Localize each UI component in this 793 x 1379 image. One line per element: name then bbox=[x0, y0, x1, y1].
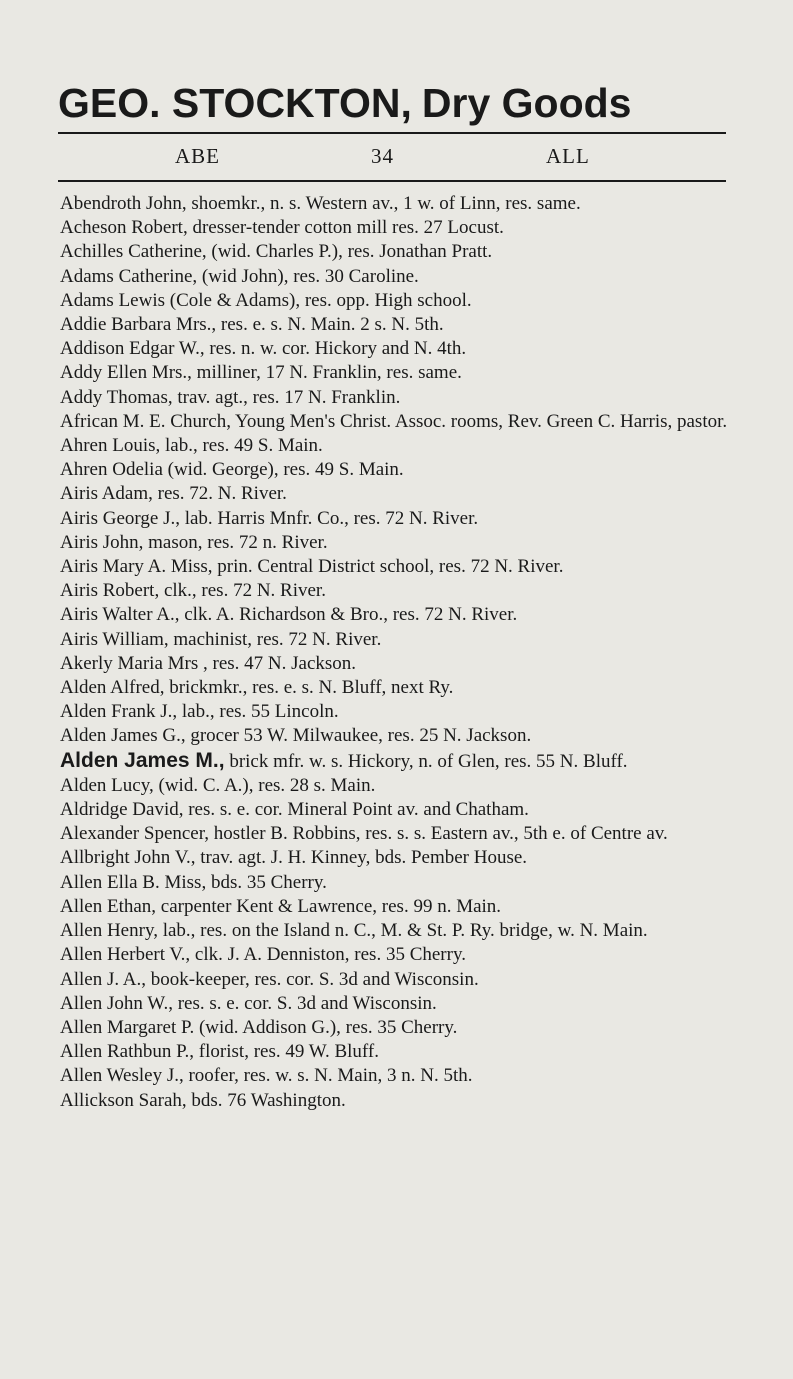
entry-text: Allen Herbert V., clk. J. A. Denniston, res. 35 Cherry. bbox=[60, 944, 466, 966]
directory-entry bbox=[60, 774, 735, 798]
entry-text: Alden Lucy, (wid. C. A.), res. 28 s. Main. bbox=[60, 774, 376, 796]
directory-entry bbox=[60, 724, 735, 748]
entry-text: Alexander Spencer, hostler B. Robbins, res. s. s. Eastern av., 5th e. of Centre av. bbox=[60, 823, 668, 845]
directory-entry bbox=[60, 579, 735, 603]
entry-text: Airis Mary A. Miss, prin. Central District school, res. 72 N. River. bbox=[60, 556, 564, 578]
directory-entry bbox=[60, 1064, 735, 1088]
directory-entry bbox=[60, 1040, 735, 1064]
entry-text: Addison Edgar W., res. n. w. cor. Hickory and N. 4th. bbox=[60, 338, 467, 360]
entry-text: Airis George J., lab. Harris Mnfr. Co., res. 72 N. River. bbox=[60, 507, 479, 529]
directory-entry bbox=[60, 992, 735, 1016]
directory-entry bbox=[60, 531, 735, 555]
directory-entry bbox=[60, 555, 735, 579]
entry-text: Airis John, mason, res. 72 n. River. bbox=[60, 531, 328, 553]
directory-entry bbox=[60, 1016, 735, 1040]
entry-name-bold: Alden James M., bbox=[60, 748, 225, 772]
entry-text: Ahren Odelia (wid. George), res. 49 S. Main. bbox=[60, 459, 404, 481]
entry-text: Airis Robert, clk., res. 72 N. River. bbox=[60, 580, 326, 602]
entry-text: Allen Margaret P. (wid. Addison G.), res. 35 Cherry. bbox=[60, 1016, 458, 1038]
directory-entry bbox=[60, 458, 735, 482]
directory-entry bbox=[60, 798, 735, 822]
entry-text: Acheson Robert, dresser-tender cotton mill res. 27 Locust. bbox=[60, 217, 504, 239]
directory-entry bbox=[60, 337, 735, 361]
entry-text: Alden Alfred, brickmkr., res. e. s. N. Bluff, next Ry. bbox=[60, 677, 454, 699]
directory-entry bbox=[60, 943, 735, 967]
directory-entry bbox=[60, 192, 735, 216]
banner-publisher: GEO. STOCKTON, bbox=[58, 80, 412, 126]
directory-entry bbox=[60, 265, 735, 289]
directory-entry bbox=[60, 289, 735, 313]
entry-text: Alden James G., grocer 53 W. Milwaukee, res. 25 N. Jackson. bbox=[60, 725, 532, 747]
entry-text: Abendroth John, shoemkr., n. s. Western av., 1 w. of Linn, res. same. bbox=[60, 193, 581, 214]
entry-text: Allen J. A., book-keeper, res. cor. S. 3d and Wisconsin. bbox=[60, 968, 479, 990]
directory-entry bbox=[60, 386, 735, 410]
directory-entry bbox=[60, 652, 735, 676]
entry-text: African M. E. Church, Young Men's Christ. Assoc. rooms, Rev. Green C. Harris, pastor. bbox=[60, 410, 728, 432]
entry-text: Airis William, machinist, res. 72 N. River. bbox=[60, 628, 382, 650]
directory-entry bbox=[60, 410, 735, 434]
directory-entry bbox=[60, 216, 735, 240]
directory-entry bbox=[60, 434, 735, 458]
entry-text: Ahren Louis, lab., res. 49 S. Main. bbox=[60, 435, 323, 457]
entry-text: Addy Thomas, trav. agt., res. 17 N. Franklin. bbox=[60, 386, 401, 408]
entry-text: Adams Lewis (Cole & Adams), res. opp. High school. bbox=[60, 289, 472, 311]
directory-entries bbox=[60, 192, 735, 1113]
directory-entry bbox=[60, 313, 735, 337]
directory-entry bbox=[60, 361, 735, 385]
directory-entry bbox=[60, 895, 735, 919]
entry-text: brick mfr. w. s. Hickory, n. of Glen, res. 55 N. Bluff. bbox=[224, 750, 628, 772]
header-rule bbox=[58, 180, 726, 182]
directory-entry bbox=[60, 871, 735, 895]
running-header bbox=[58, 144, 726, 174]
entry-text: Airis Adam, res. 72. N. River. bbox=[60, 483, 287, 505]
entry-text: Allen Rathbun P., florist, res. 49 W. Bluff. bbox=[60, 1041, 379, 1063]
advertisement-banner bbox=[58, 78, 726, 128]
entry-text: Allen John W., res. s. e. cor. S. 3d and Wisconsin. bbox=[60, 992, 437, 1014]
entry-text: Allen Henry, lab., res. on the Island n. C., M. & St. P. Ry. bridge, w. N. Main. bbox=[60, 920, 648, 942]
entry-text: Allbright John V., trav. agt. J. H. Kinney, bds. Pember House. bbox=[60, 847, 528, 869]
entry-text: Addie Barbara Mrs., res. e. s. N. Main. 2 s. N. 5th. bbox=[60, 314, 444, 336]
entry-text: Allen Wesley J., roofer, res. w. s. N. Main, 3 n. N. 5th. bbox=[60, 1065, 473, 1087]
directory-entry bbox=[60, 603, 735, 627]
directory-entry bbox=[60, 482, 735, 506]
range-end: ALL bbox=[546, 144, 590, 168]
directory-entry bbox=[60, 628, 735, 652]
entry-text: Allen Ethan, carpenter Kent & Lawrence, res. 99 n. Main. bbox=[60, 895, 502, 917]
directory-entry bbox=[60, 676, 735, 700]
entry-text: Addy Ellen Mrs., milliner, 17 N. Franklin, res. same. bbox=[60, 362, 462, 384]
range-start: ABE bbox=[175, 144, 220, 168]
entry-text: Achilles Catherine, (wid. Charles P.), res. Jonathan Pratt. bbox=[60, 241, 493, 263]
page-number: 34 bbox=[371, 144, 394, 168]
top-rule bbox=[58, 132, 726, 134]
directory-entry bbox=[60, 507, 735, 531]
directory-entry bbox=[60, 240, 735, 264]
entry-text: Alden Frank J., lab., res. 55 Lincoln. bbox=[60, 701, 339, 723]
directory-entry bbox=[60, 968, 735, 992]
banner-trade: Dry Goods bbox=[421, 80, 632, 126]
entry-text: Aldridge David, res. s. e. cor. Mineral Point av. and Chatham. bbox=[60, 799, 529, 821]
directory-entry bbox=[60, 700, 735, 724]
directory-entry bbox=[60, 749, 735, 774]
entry-text: Akerly Maria Mrs , res. 47 N. Jackson. bbox=[60, 652, 357, 674]
directory-entry bbox=[60, 919, 735, 943]
entry-text: Allickson Sarah, bds. 76 Washington. bbox=[60, 1089, 346, 1111]
entry-text: Allen Ella B. Miss, bds. 35 Cherry. bbox=[60, 871, 327, 893]
directory-entry bbox=[60, 1089, 735, 1113]
directory-entry bbox=[60, 822, 735, 846]
entry-text: Airis Walter A., clk. A. Richardson & Bro., res. 72 N. River. bbox=[60, 604, 518, 626]
entry-text: Adams Catherine, (wid John), res. 30 Caroline. bbox=[60, 265, 419, 287]
directory-entry bbox=[60, 846, 735, 870]
